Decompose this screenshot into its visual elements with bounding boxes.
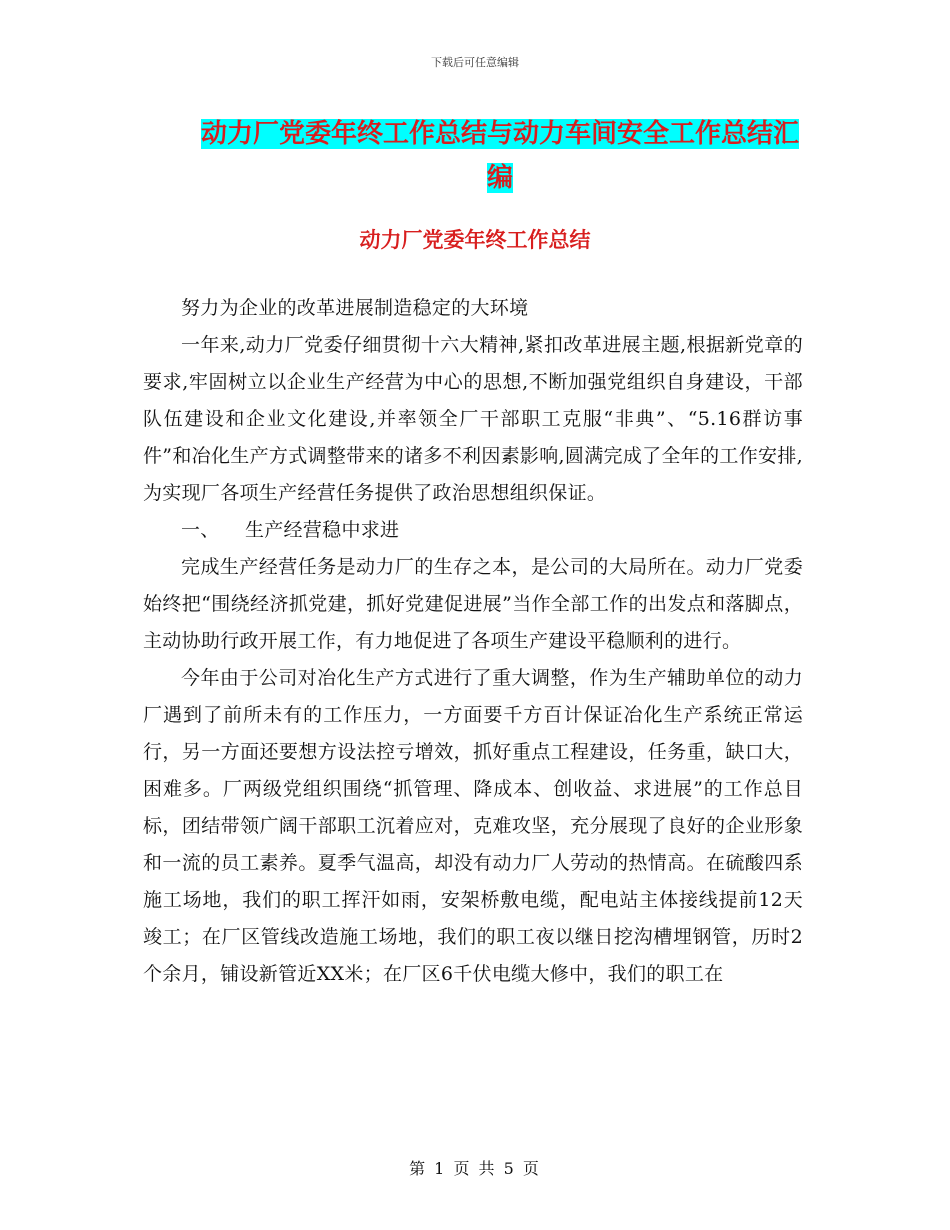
paragraph-body: 今年由于公司对冶化生产方式进行了重大调整，作为生产辅助单位的动力厂遇到了前所未有的工作压力，一方面要千方百计保证冶化生产系统正常运行，另一方面还要想方设法控亏增效，抓好重点工程建设，任务重，缺口大，困难多。厂两级党组织围绕“抓管理、降成本、创收益、求进展”的工作总目标，团结带领广阔干部职工沉着应对，克难攻坚，充分展现了良好的企业形象和一流的员工素养。夏季气温高，却没有动力厂人劳动的热情高。在硫酸四系施工场地，我们的职工挥汗如雨，安架桥敷电缆，配电站主体接线提前12天竣工；在厂区管线改造施工场地，我们的职工夜以继日挖沟槽埋钢管，历时2个余月，铺设新管近XX米；在厂区6千伏电缆大修中，我们的职工在 [143,667,803,985]
paragraph-subtitle: 努力为企业的改革进展制造稳定的大环境 [181,297,529,319]
page-number: 第 1 页 共 5 页 [409,1159,541,1178]
paragraph-body: 完成生产经营任务是动力厂的生存之本，是公司的大局所在。动力厂党委始终把“围绕经济抓党建，抓好党建促进展”当作全部工作的出发点和落脚点，主动协助行政开展工作，有力地促进了各项生产建设平稳顺利的进行。 [143,556,803,652]
header-note: 下载后可任意编辑 [431,56,519,69]
document-title-text: 动力厂党委年终工作总结与动力车间安全工作总结汇编 [200,119,799,193]
paragraph-intro: 一年来,动力厂党委仔细贯彻十六大精神,紧扣改革进展主题,根据新党章的要求,牢固树立以企业生产经营为中心的思想,不断加强党组织自身建设，干部队伍建设和企业文化建设,并率领全厂干部职工克服“非典”、“5.16群访事件”和冶化生产方式调整带来的诸多不利因素影响,圆满完成了全年的工作安排,为实现厂各项生产经营任务提供了政治思想组织保证。 [143,334,803,504]
document-body [143,290,803,993]
section-heading: 一、 生产经营稳中求进 [181,519,400,541]
section-title: 动力厂党委年终工作总结 [359,228,591,252]
document-title [190,112,810,200]
